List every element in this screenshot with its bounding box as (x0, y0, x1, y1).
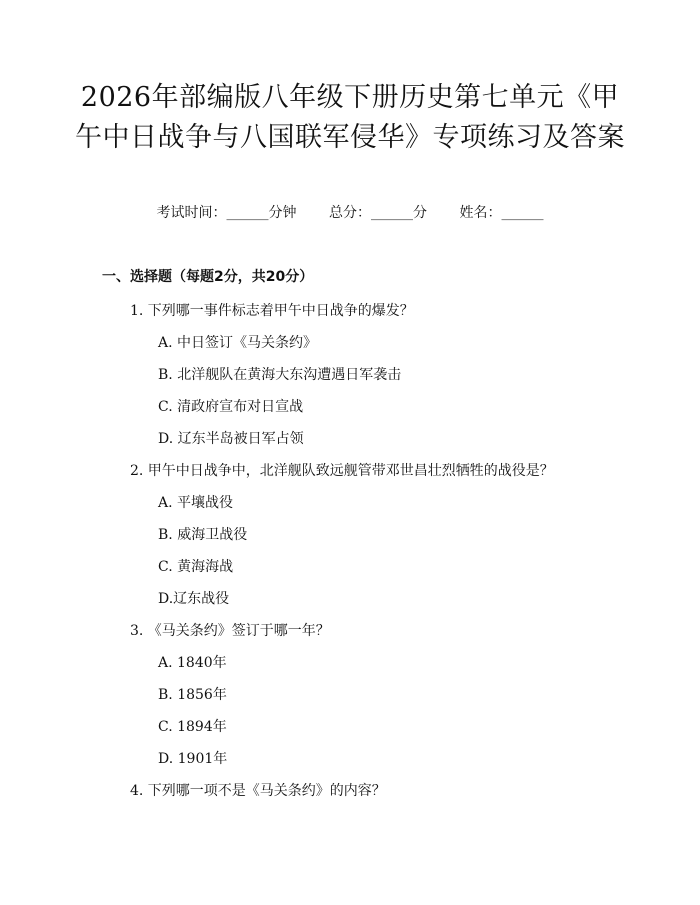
section-heading: 一、选择题（每题2分，共20分） (102, 269, 314, 285)
student-name: 姓名：______ (459, 205, 544, 221)
q2-option-d: D.辽东战役 (158, 591, 230, 607)
question-2: 2. 甲午中日战争中，北洋舰队致远舰管带邓世昌壮烈牺牲的战役是？ (130, 463, 554, 479)
total-score: 总分：______分 (329, 205, 427, 221)
q3-option-c: C. 1894年 (158, 719, 227, 735)
question-4: 4. 下列哪一项不是《马关条约》的内容？ (130, 783, 386, 799)
q1-option-b: B. 北洋舰队在黄海大东沟遭遇日军袭击 (158, 367, 402, 383)
question-3: 3. 《马关条约》签订于哪一年？ (130, 623, 330, 639)
q3-option-a: A. 1840年 (158, 655, 227, 671)
q2-option-a: A. 平壤战役 (158, 495, 234, 511)
q2-option-c: C. 黄海海战 (158, 559, 234, 575)
q1-option-d: D. 辽东半岛被日军占领 (158, 431, 304, 447)
q3-option-b: B. 1856年 (158, 687, 227, 703)
question-1: 1. 下列哪一事件标志着甲午中日战争的爆发？ (130, 303, 414, 319)
q3-option-d: D. 1901年 (158, 751, 228, 767)
exam-time: 考试时间：______分钟 (156, 205, 297, 221)
exam-meta (0, 202, 700, 222)
q1-option-a: A. 中日签订《马关条约》 (158, 335, 318, 351)
q2-option-b: B. 威海卫战役 (158, 527, 248, 543)
page-title: 2026年部编版八年级下册历史第七单元《甲午中日战争与八国联军侵华》专项练习及答案 (75, 82, 625, 153)
q1-option-c: C. 清政府宣布对日宣战 (158, 399, 304, 415)
